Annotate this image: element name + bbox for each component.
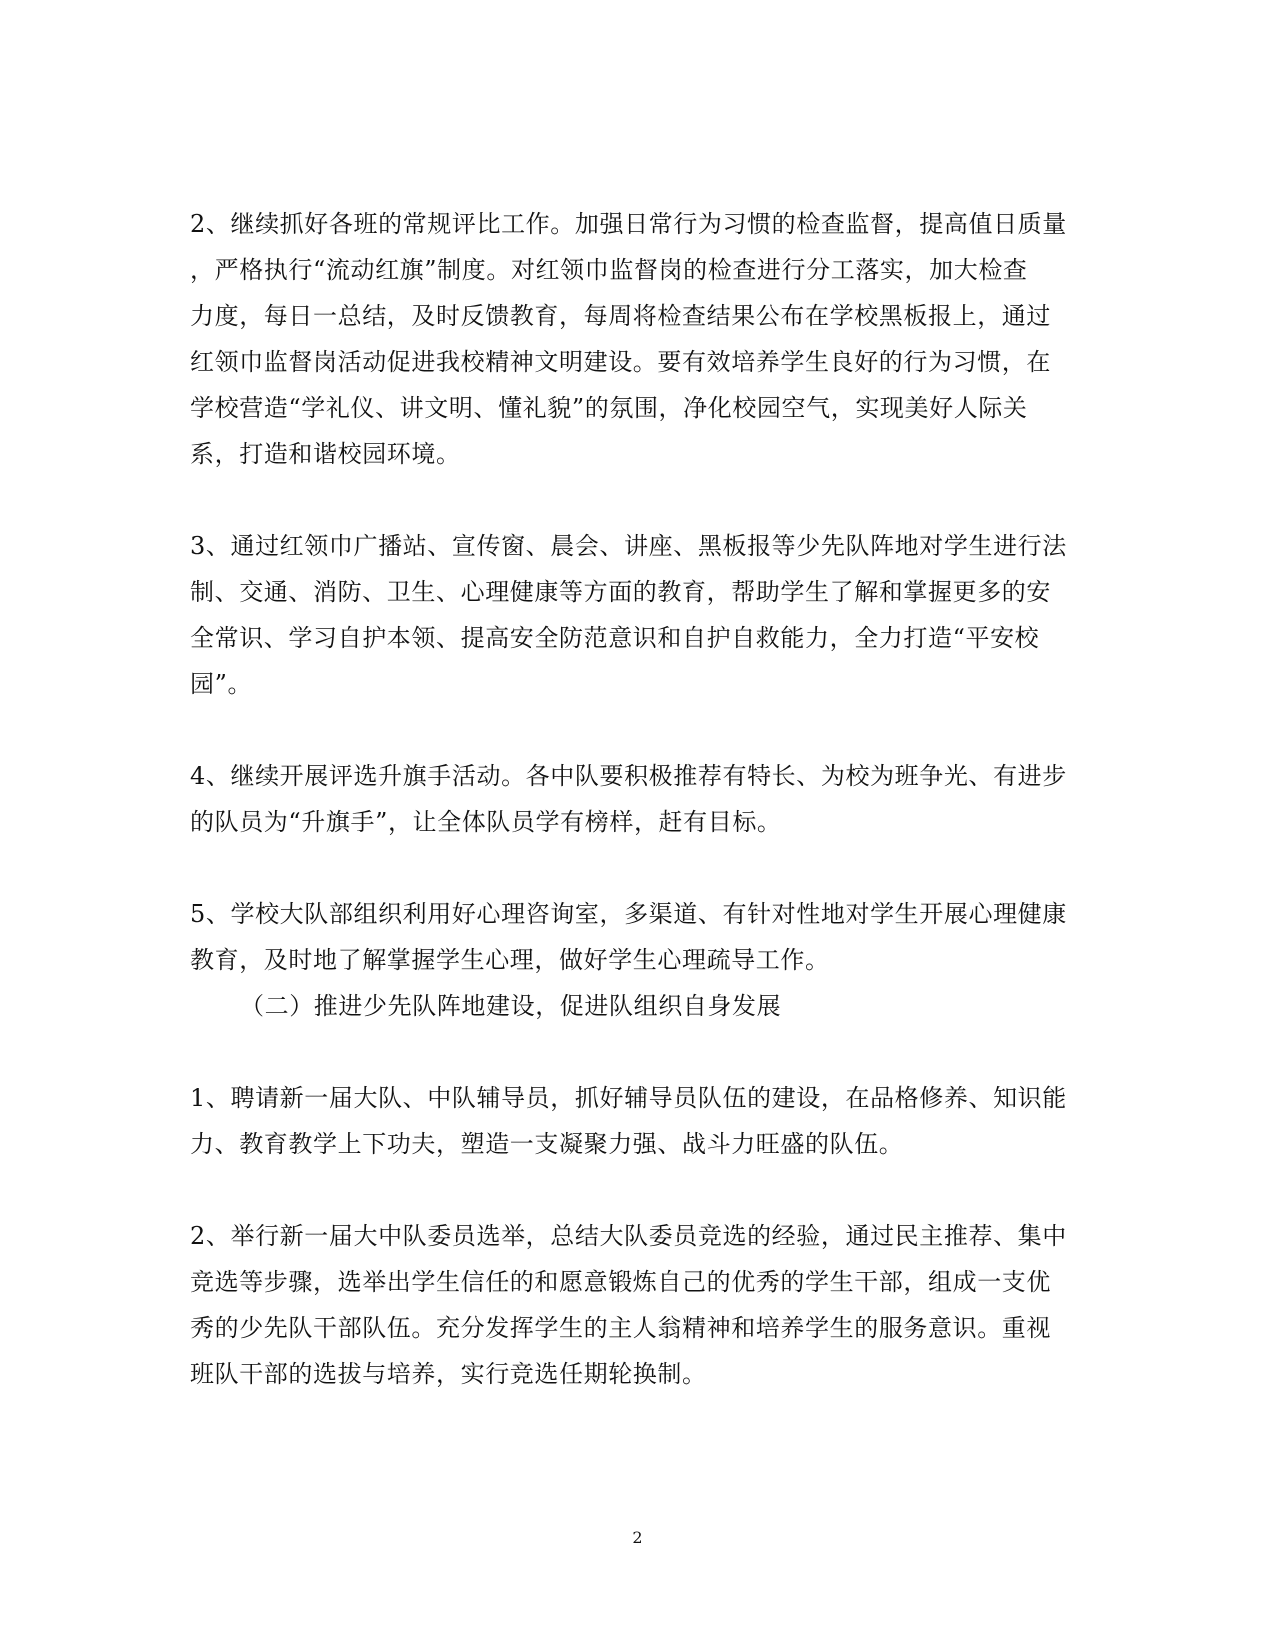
paragraph-line: 全常识、学习自护本领、提高安全防范意识和自护自救能力，全力打造“平安校 [190,624,1040,652]
paragraph-line: 力、教育教学上下功夫，塑造一支凝聚力强、战斗力旺盛的队伍。 [190,1130,904,1158]
paragraph-line: 教育，及时地了解掌握学生心理，做好学生心理疏导工作。 [190,946,830,974]
paragraph-line: 秀的少先队干部队伍。充分发挥学生的主人翁精神和培养学生的服务意识。重视 [190,1314,1051,1342]
page-number: 2 [632,1528,643,1547]
paragraph-line: 的队员为“升旗手”，让全体队员学有榜样，赶有目标。 [190,808,782,836]
paragraph-line: ，严格执行“流动红旗”制度。对红领巾监督岗的检查进行分工落实，加大检查 [190,256,1028,284]
paragraph-line: 4、继续开展评选升旗手活动。各中队要积极推荐有特长、为校为班争光、有进步 [190,762,1067,790]
paragraph-line: 红领巾监督岗活动促进我校精神文明建设。要有效培养学生良好的行为习惯，在 [190,348,1051,376]
section-heading: （二）推进少先队阵地建设，促进队组织自身发展 [240,992,782,1020]
paragraph-line: 学校营造“学礼仪、讲文明、懂礼貌”的氛围，净化校园空气，实现美好人际关 [190,394,1028,422]
paragraph-line: 3、通过红领巾广播站、宣传窗、晨会、讲座、黑板报等少先队阵地对学生进行法 [190,532,1067,560]
paragraph-line: 2、举行新一届大中队委员选举，总结大队委员竞选的经验，通过民主推荐、集中 [190,1222,1067,1250]
paragraph-line: 1、聘请新一届大队、中队辅导员，抓好辅导员队伍的建设，在品格修养、知识能 [190,1084,1067,1112]
paragraph-line: 园”。 [190,670,253,698]
paragraph-line: 系，打造和谐校园环境。 [190,440,461,468]
paragraph-line: 班队干部的选拔与培养，实行竞选任期轮换制。 [190,1360,707,1388]
paragraph-line: 力度，每日一总结，及时反馈教育，每周将检查结果公布在学校黑板报上，通过 [190,302,1051,330]
paragraph-line: 竞选等步骤，选举出学生信任的和愿意锻炼自己的优秀的学生干部，组成一支优 [190,1268,1051,1296]
paragraph-line: 2、继续抓好各班的常规评比工作。加强日常行为习惯的检查监督，提高值日质量 [190,210,1067,238]
paragraph-line: 5、学校大队部组织利用好心理咨询室，多渠道、有针对性地对学生开展心理健康 [190,900,1067,928]
paragraph-line: 制、交通、消防、卫生、心理健康等方面的教育，帮助学生了解和掌握更多的安 [190,578,1051,606]
